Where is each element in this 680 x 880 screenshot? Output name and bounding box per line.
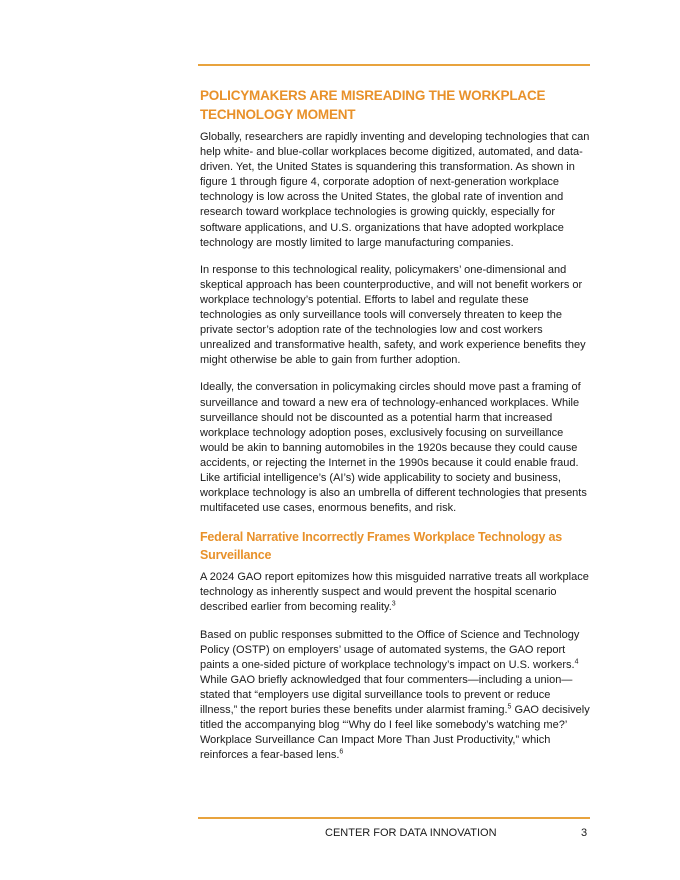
page-number: 3 — [581, 827, 588, 839]
paragraph-5 — [200, 628, 590, 764]
paragraph-5-part-3: GAO decisively titled the accompanying blog “‘Why do I feel like somebody’s watching me?’ Workplace Surveillance Can Impact More Than Just Productivity,” which reinforces a fear-based lens. — [200, 704, 590, 762]
paragraph-5-part-1: Based on public responses submitted to the Office of Science and Technology Policy (OSTP) on employers’ usage of automated systems, the GAO report paints a one-sided picture of workplace technology’s impact on U.S. workers. — [200, 628, 580, 671]
bottom-divider — [198, 817, 590, 819]
paragraph-1: Globally, researchers are rapidly inventing and developing technologies that can help white- and blue-collar workplaces become digitized, automated, and data-driven. Yet, the United States is squandering this transformation. As shown in figure 1 through figure 4, corporate adoption of next-generation workplace technology is low across the United States, the global rate of invention and research toward workplace technologies is growing quickly, especially for software applications, and U.S. organizations that have adopted workplace technology are mostly limited to large manufacturing companies. — [200, 131, 590, 249]
subsection-heading: Federal Narrative Incorrectly Frames Workplace Technology as Surveillance — [200, 530, 562, 563]
footer-organization: CENTER FOR DATA INNOVATION — [325, 827, 497, 839]
footnote-ref-3: 3 — [391, 600, 396, 608]
paragraph-5-part-2: While GAO briefly acknowledged that four commenters—including a union—stated that “employers use digital surveillance tools to prevent or reduce illness,” the report buries these benefits under alarmist framing. — [200, 673, 573, 716]
page-body — [200, 86, 590, 775]
footnote-ref-4: 4 — [574, 658, 579, 666]
paragraph-4-text: A 2024 GAO report epitomizes how this misguided narrative treats all workplace technology as inherently suspect and would prevent the hospital scenario described earlier from becoming reality. — [200, 571, 589, 614]
section-heading: POLICYMAKERS ARE MISREADING THE WORKPLACE TECHNOLOGY MOMENT — [200, 88, 546, 122]
footnote-ref-6: 6 — [339, 748, 344, 756]
paragraph-2: In response to this technological reality, policymakers’ one-dimensional and skeptical approach has been counterproductive, and will not benefit workers or workplace technology’s potential. Efforts to label and regulate these technologies as only surveillance tools will conversely threaten to keep the private sector’s adoption rate of the technologies low and cost workers unrealized and transformative health, safety, and work experience benefits they might otherwise be able to gain from further adoption. — [200, 263, 586, 367]
footnote-ref-5: 5 — [507, 703, 512, 711]
top-divider — [198, 64, 590, 66]
paragraph-4 — [200, 570, 590, 615]
paragraph-3: Ideally, the conversation in policymaking circles should move past a framing of surveillance and toward a new era of technology-enhanced workplaces. While surveillance should not be discounted as a potential harm that increased workplace technology adoption poses, exclusively focusing on surveillance would be akin to banning automobiles in the 1920s because they could cause accidents, or rejecting the Internet in the 1990s because it could enable fraud. Like artificial intelligence’s (AI’s) wide applicability to society and business, workplace technology is also an umbrella of different technologies that presents multifaceted use cases, enormous benefits, and risk. — [200, 381, 587, 515]
